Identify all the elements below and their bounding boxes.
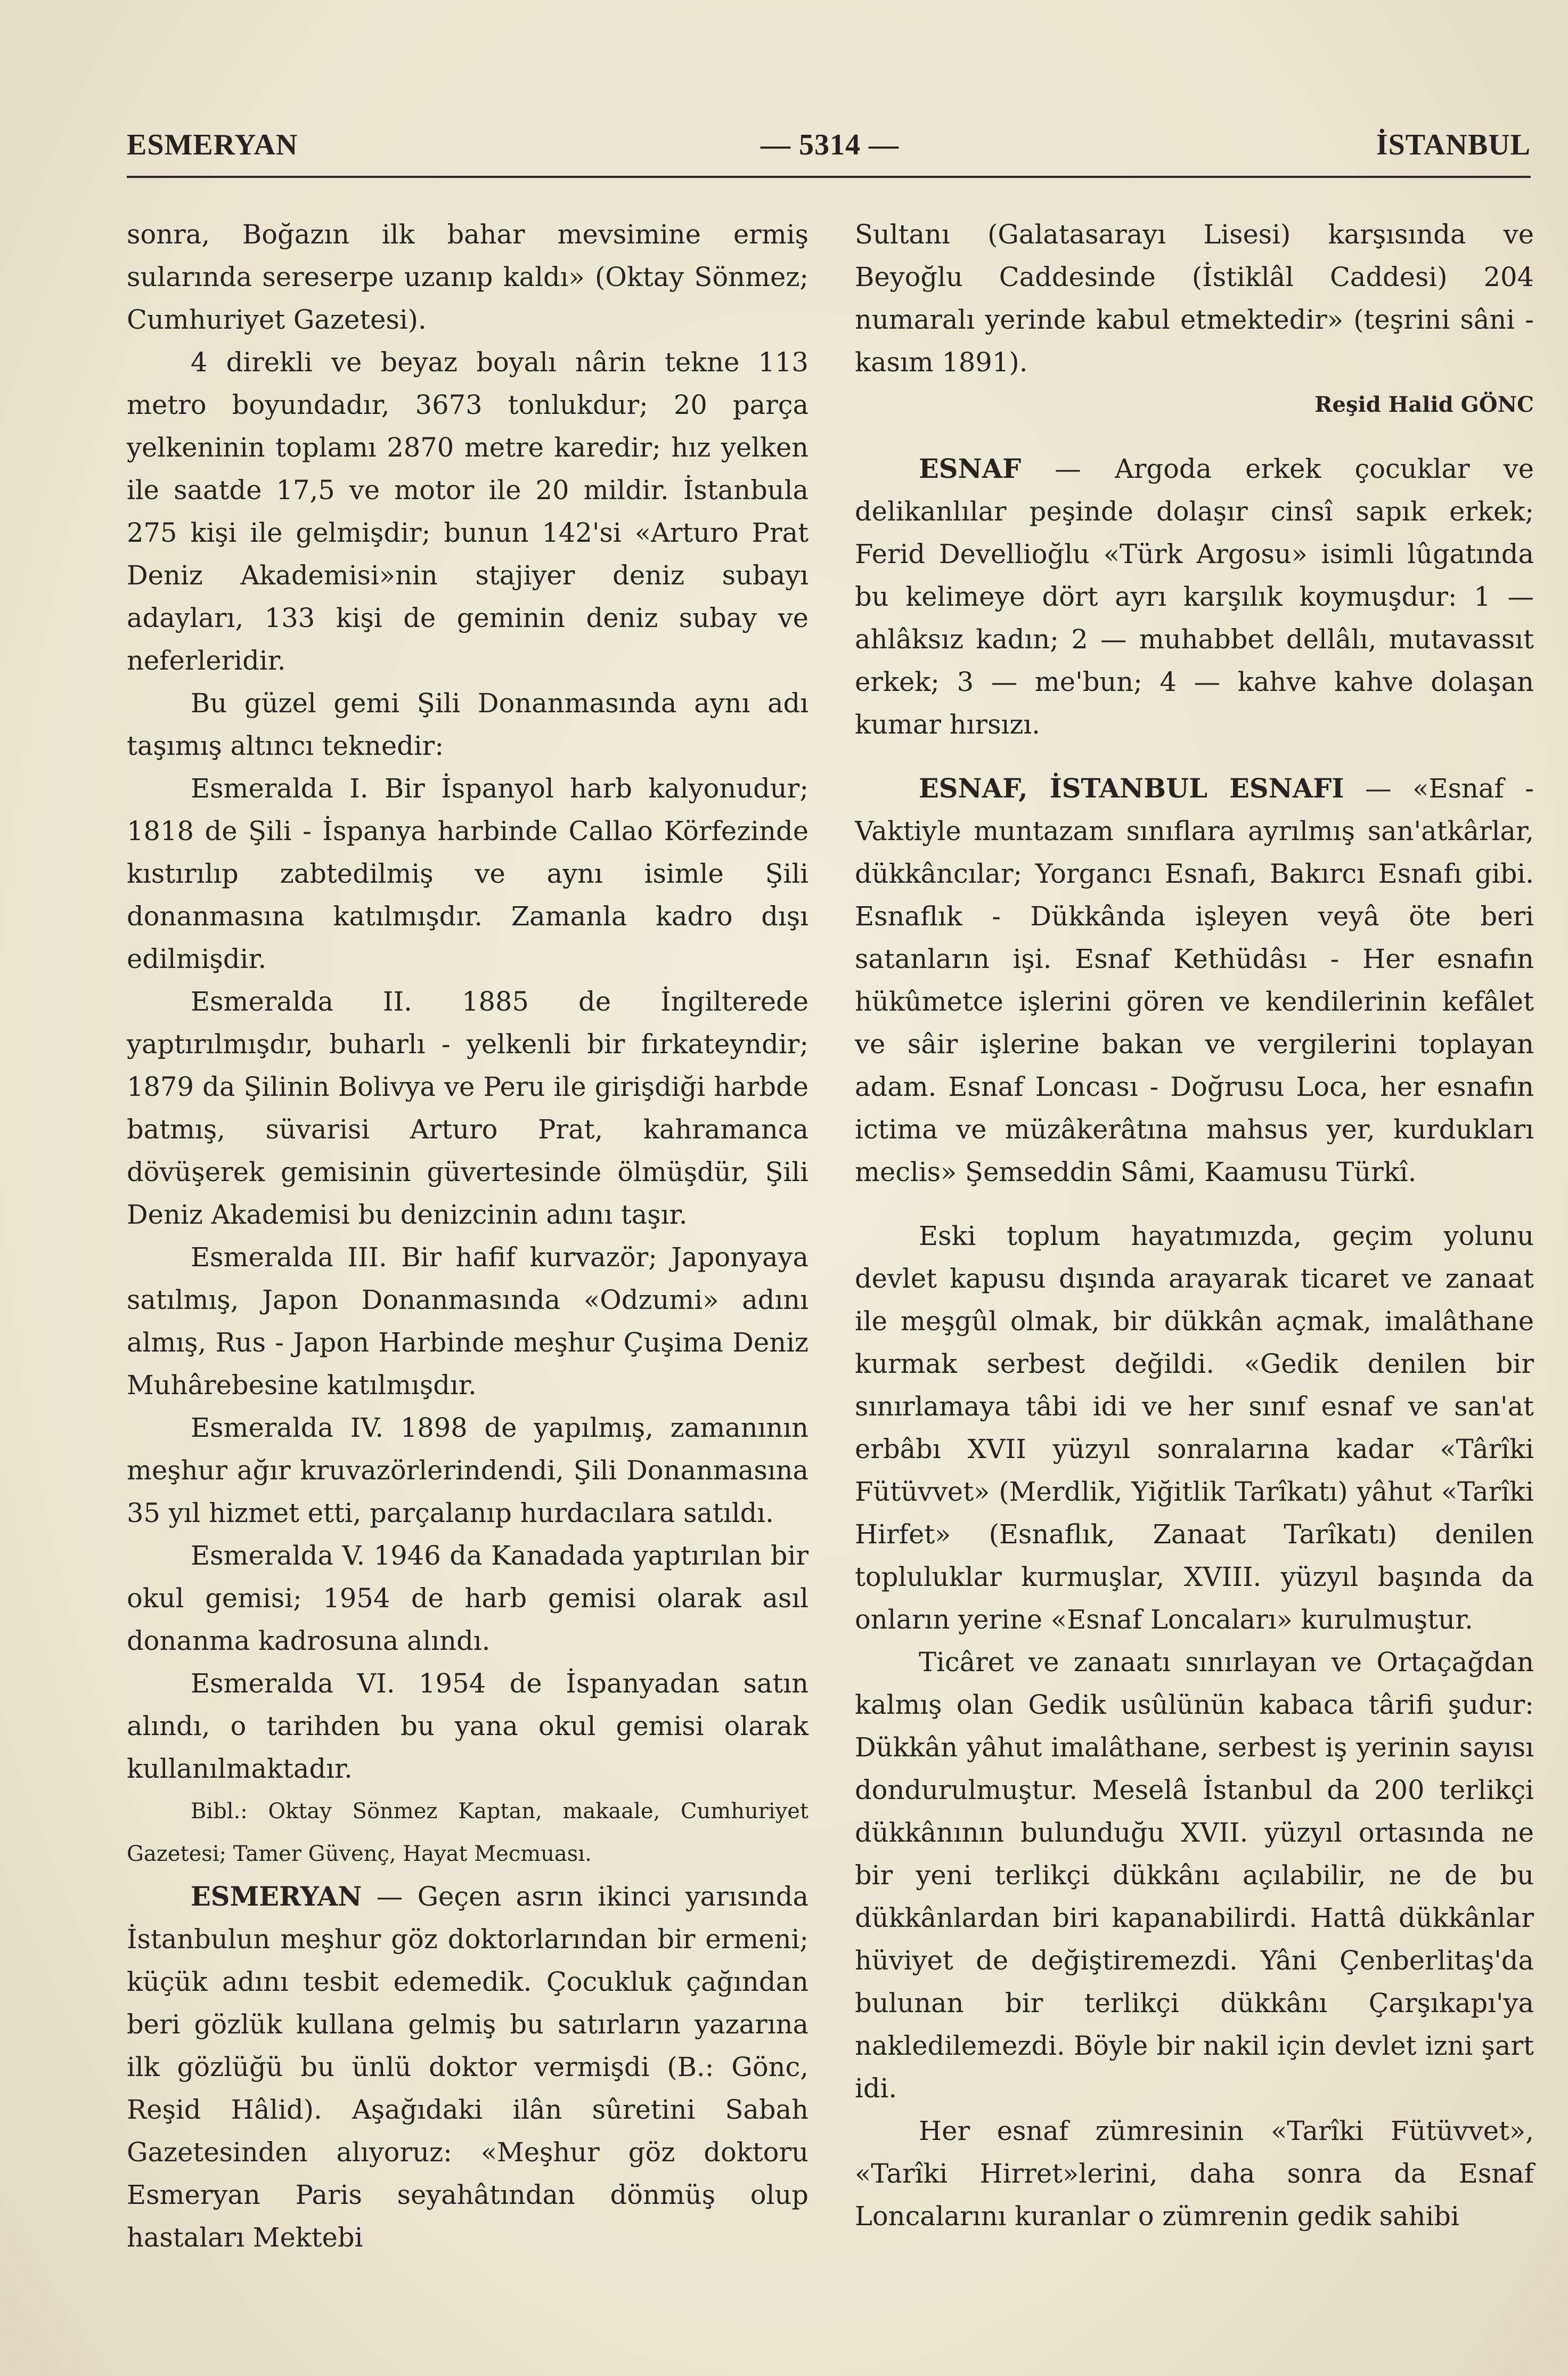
- entry-headword: ESNAF, İSTANBUL ESNAFI: [919, 773, 1344, 804]
- paragraph: Esmeralda II. 1885 de İngilterede yaptırılmışdır, buharlı - yelkenli bir fırkateyndir; 1879 da Şilinin Bolivya ve Peru ile girişdiği harbde batmış, süvarisi Arturo Prat, kahramanca dövüşerek gemisinin güvertesinde ölmüşdür, Şili Deniz Akademisi bu denizcinin adını taşır.: [127, 986, 808, 1230]
- paragraph: Bu güzel gemi Şili Donanmasında aynı adı taşımış altıncı teknedir:: [127, 688, 808, 761]
- entry-paragraph: [855, 447, 1534, 746]
- entry-paragraph: [855, 767, 1534, 1193]
- paragraph: Sultanı (Galatasarayı Lisesi) karşısında ve Beyoğlu Caddesinde (İstiklâl Caddesi) 204 numaralı yerinde kabul etmektedir» (teşrini sâni - kasım 1891).: [855, 219, 1534, 378]
- paragraph: Esmeralda IV. 1898 de yapılmış, zamanının meşhur ağır kruvazörlerindendi, Şili Donanmasına 35 yıl hizmet etti, parçalanıp hurdacılara satıldı.: [127, 1412, 808, 1528]
- running-header: [127, 121, 1531, 164]
- spacer: [855, 426, 1534, 447]
- entry-headword: ESNAF: [919, 453, 1022, 484]
- header-left: ESMERYAN: [127, 128, 298, 161]
- spacer: [855, 746, 1534, 767]
- paragraph: 4 direkli ve beyaz boyalı nârin tekne 113 metro boyundadır, 3673 tonlukdur; 20 parça yelkeninin toplamı 2870 metre karedir; hız yelken ile saatde 17,5 ve motor ile 20 mildir. İstanbula 275 kişi ile gelmişdir; bunun 142'si «Arturo Prat Deniz Akademisi»nin stajiyer deniz subayı adayları, 133 kişi de geminin deniz subay ve neferleridir.: [127, 347, 808, 676]
- right-column: [855, 213, 1534, 2237]
- entry-text: — Argoda erkek çocuklar ve delikanlılar peşinde dolaşır cinsî sapık erkek; Ferid Devellioğlu «Türk Argosu» isimli lûgatında bu kelimeye dört ayrı karşılık koymuşdur: 1 — ahlâksız kadın; 2 — muhabbet dellâlı, mutavassıt erkek; 3 — me'bun; 4 — kahve kahve dolaşan kumar hırsızı.: [855, 453, 1534, 740]
- entry-text: — «Esnaf - Vaktiyle muntazam sınıflara ayrılmış san'atkârlar, dükkâncılar; Yorgancı Esnafı, Bakırcı Esnafı gibi. Esnaflık - Dükkânda işleyen veyâ öte beri satanların işi. Esnaf Kethüdâsı - Her esnafın hükûmetce işlerini gören ve kendilerinin kefâlet ve sâir işlerine bakan ve vergilerini toplayan adam. Esnaf Loncası - Doğrusu Loca, her esnafın ictima ve müzâkerâtına mahsus yer, kurdukları meclis» Şemseddin Sâmi, Kaamusu Türkî.: [855, 773, 1534, 1187]
- paragraph: Esmeralda III. Bir hafif kurvazör; Japonyaya satılmış, Japon Donanmasında «Odzumi» adını almış, Rus - Japon Harbinde meşhur Çuşima Deniz Muhârebesine katılmışdır.: [127, 1242, 808, 1401]
- bibliography: Bibl.: Oktay Sönmez Kaptan, makaale, Cumhuriyet Gazetesi; Tamer Güvenç, Hayat Mecmuası.: [127, 1799, 808, 1866]
- page-number: — 5314 —: [761, 128, 899, 161]
- paragraph: Ticâret ve zanaatı sınırlayan ve Ortaçağdan kalmış olan Gedik usûlünün kabaca târifi şudur: Dükkân yâhut imalâthane, serbest iş yerinin sayısı dondurulmuştur. Meselâ İstanbul da 200 terlikçi dükkânının bulunduğu XVII. yüzyıl ortasında ne bir yeni terlikçi dükkânı açılabilir, ne de bu dükkânlardan biri kapanabilirdi. Hattâ dükkânlar hüviyet de değiştiremezdi. Yâni Çenberlitaş'da bulunan bir terlikçi dükkânı Çarşıkapı'ya nakledilemezdi. Böyle bir nakil için devlet izni şart idi.: [855, 1647, 1534, 2104]
- left-column: [127, 213, 808, 2259]
- paragraph: Esmeralda V. 1946 da Kanadada yaptırılan bir okul gemisi; 1954 de harb gemisi olarak asıl donanma kadrosuna alındı.: [127, 1540, 808, 1656]
- entry-paragraph: [127, 1875, 808, 2259]
- header-rule: [127, 176, 1531, 178]
- author-signature: Reşid Halid GÖNC: [1314, 392, 1534, 417]
- paragraph: Her esnaf zümresinin «Tarîki Fütüvvet», «Tarîki Hirret»lerini, daha sonra da Esnaf Loncalarını kuranlar o zümrenin gedik sahibi: [855, 2115, 1534, 2232]
- paragraph: sonra, Boğazın ilk bahar mevsimine ermiş sularında sereserpe uzanıp kaldı» (Oktay Sönmez; Cumhuriyet Gazetesi).: [127, 219, 808, 335]
- paragraph: Esmeralda I. Bir İspanyol harb kalyonudur; 1818 de Şili - İspanya harbinde Callao Körfezinde kıstırılıp zabtedilmiş ve aynı isimle Şili donanmasına katılmışdır. Zamanla kadro dışı edilmişdir.: [127, 773, 808, 974]
- paragraph: Eski toplum hayatımızda, geçim yolunu devlet kapusu dışında arayarak ticaret ve zanaat ile meşgûl olmak, bir dükkân açmak, imalâthane kurmak serbest değildi. «Gedik denilen bir sınırlamaya tâbi idi ve her sınıf esnaf ve san'at erbâbı XVII yüzyıl sonralarına kadar «Târîki Fütüvvet» (Merdlik, Yiğitlik Tarîkatı) yâhut «Tarîki Hirfet» (Esnaflık, Zanaat Tarîkatı) denilen topluluklar kurmuşlar, XVIII. yüzyıl başında da onların yerine «Esnaf Loncaları» kurulmuştur.: [855, 1220, 1534, 1635]
- entry-text: — Geçen asrın ikinci yarısında İstanbulun meşhur göz doktorlarından bir ermeni; küçük adını tesbit edemedik. Çocukluk çağından beri gözlük kullana gelmiş bu satırların yazarına ilk gözlüğü bu ünlü doktor vermişdi (B.: Gönc, Reşid Hâlid). Aşağıdaki ilân sûretini Sabah Gazetesinden alıyoruz: «Meşhur göz doktoru Esmeryan Paris seyahâtından dönmüş olup hastaları Mektebi: [127, 1881, 808, 2253]
- paragraph: Esmeralda VI. 1954 de İspanyadan satın alındı, o tarihden bu yana okul gemisi olarak kullanılmaktadır.: [127, 1668, 808, 1784]
- header-right: İSTANBUL: [1376, 128, 1531, 161]
- entry-headword: ESMERYAN: [191, 1881, 362, 1912]
- spacer: [855, 1193, 1534, 1215]
